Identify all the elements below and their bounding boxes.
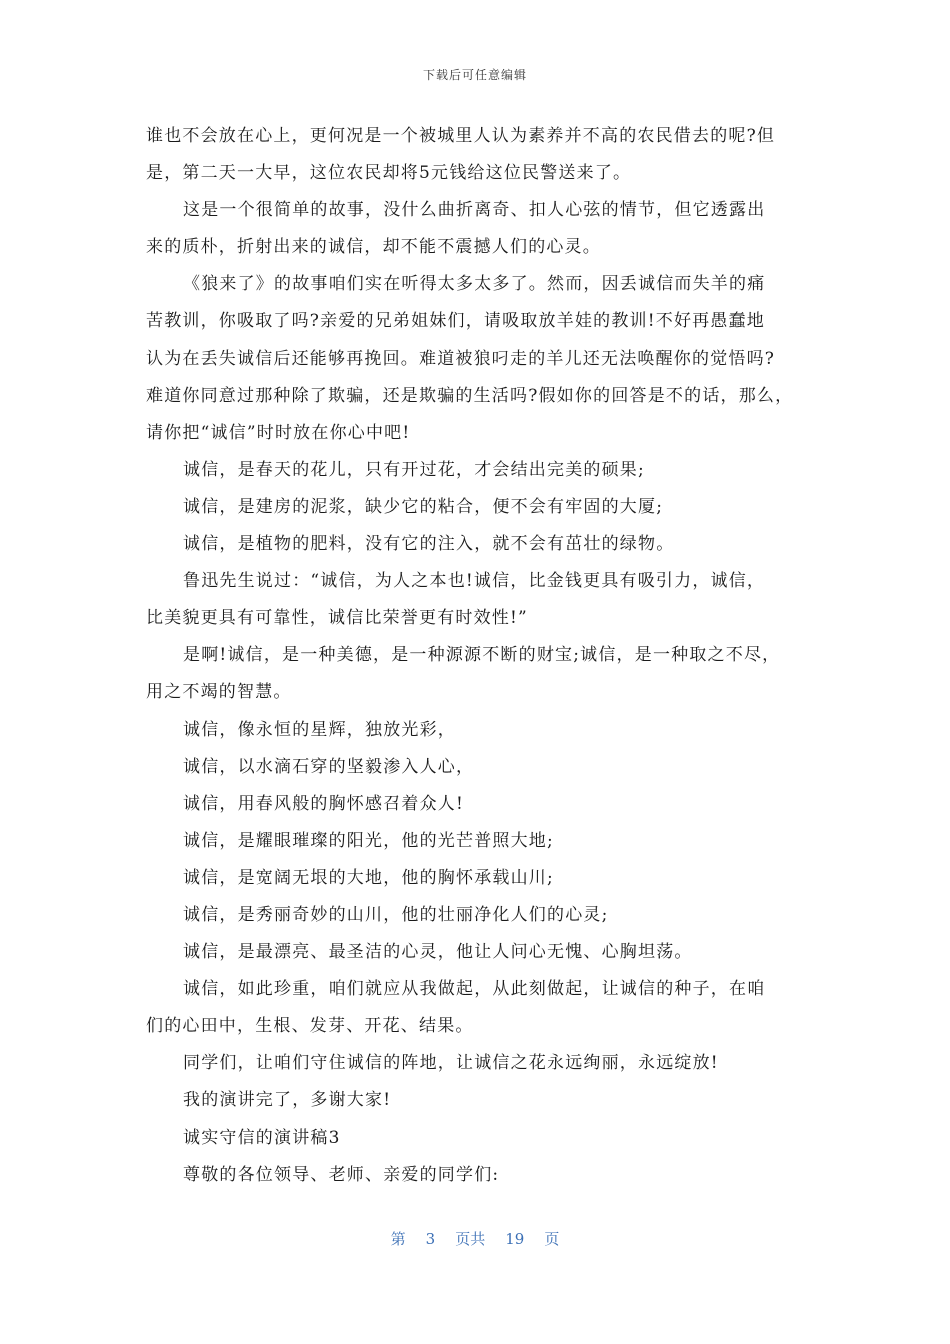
text-line: 诚信，用春风般的胸怀感召着众人! (183, 793, 465, 814)
text-line: 诚信，是秀丽奇妙的山川，他的壮丽净化人们的心灵; (183, 904, 609, 925)
page-footer (0, 1228, 950, 1249)
text-line: 尊敬的各位领导、老师、亲爱的同学们: (183, 1164, 500, 1185)
page-header-note: 下载后可任意编辑 (422, 68, 527, 82)
text-line: 们的心田中，生根、发芽、开花、结果。 (146, 1016, 474, 1037)
text-line: 诚信，是耀眼璀璨的阳光，他的光芒普照大地; (183, 830, 554, 851)
page-label: 第 (390, 1230, 406, 1248)
text-line: 请你把“诚信”时时放在你心中吧! (146, 422, 411, 443)
text-line: 这是一个很简单的故事，没什么曲折离奇、扣人心弦的情节，但它透露出 (183, 200, 766, 221)
text-line: 苦教训，你吸取了吗?亲爱的兄弟姐妹们，请吸取放羊娃的教训!不好再愚蠢地 (146, 311, 765, 332)
text-line: 是啊!诚信，是一种美德，是一种源源不断的财宝;诚信，是一种取之不尽， (183, 645, 781, 666)
document-body (146, 118, 814, 1194)
text-line: 我的演讲完了，多谢大家! (183, 1090, 392, 1111)
text-line: 用之不竭的智慧。 (146, 682, 292, 703)
total-pages-number: 19 (505, 1230, 525, 1248)
text-line: 诚信，是植物的肥料，没有它的注入，就不会有茁壮的绿物。 (183, 534, 675, 555)
current-page-number: 3 (425, 1230, 436, 1248)
text-line: 来的质朴，折射出来的诚信，却不能不震撼人们的心灵。 (146, 237, 601, 258)
text-line: 比美貌更具有可靠性，诚信比荣誉更有时效性!” (146, 608, 528, 629)
text-line: 诚信，是宽阔无垠的大地，他的胸怀承载山川; (183, 867, 554, 888)
total-label: 页共 (455, 1230, 486, 1248)
text-line: 诚信，是最漂亮、最圣洁的心灵，他让人问心无愧、心胸坦荡。 (183, 942, 693, 963)
section-title: 诚实守信的演讲稿3 (183, 1127, 341, 1148)
text-line: 诚信，如此珍重，咱们就应从我做起，从此刻做起，让诚信的种子，在咱 (183, 979, 766, 1000)
text-line: 鲁迅先生说过：“诚信，为人之本也!诚信，比金钱更具有吸引力，诚信， (183, 571, 766, 592)
text-line: 同学们，让咱们守住诚信的阵地，让诚信之花永远绚丽，永远绽放! (183, 1053, 719, 1074)
text-line: 认为在丢失诚信后还能够再挽回。难道被狼叼走的羊儿还无法唤醒你的觉悟吗? (146, 348, 776, 369)
text-line: 《狼来了》的故事咱们实在听得太多太多了。然而，因丢诚信而失羊的痛 (183, 274, 766, 295)
text-line: 是，第二天一大早，这位农民却将5元钱给这位民警送来了。 (146, 163, 632, 184)
text-line: 诚信，是春天的花儿，只有开过花，才会结出完美的硕果; (183, 459, 645, 480)
text-line: 诚信，像永恒的星辉，独放光彩， (183, 719, 456, 740)
text-line: 谁也不会放在心上，更何况是一个被城里人认为素养并不高的农民借去的呢?但 (146, 126, 776, 146)
text-line: 诚信，以水滴石穿的坚毅渗入人心， (183, 756, 475, 777)
text-line: 诚信，是建房的泥浆，缺少它的粘合，便不会有牢固的大厦; (183, 496, 664, 517)
page-end-label: 页 (544, 1230, 560, 1248)
text-line: 难道你同意过那种除了欺骗，还是欺骗的生活吗?假如你的回答是不的话，那么， (146, 385, 794, 406)
